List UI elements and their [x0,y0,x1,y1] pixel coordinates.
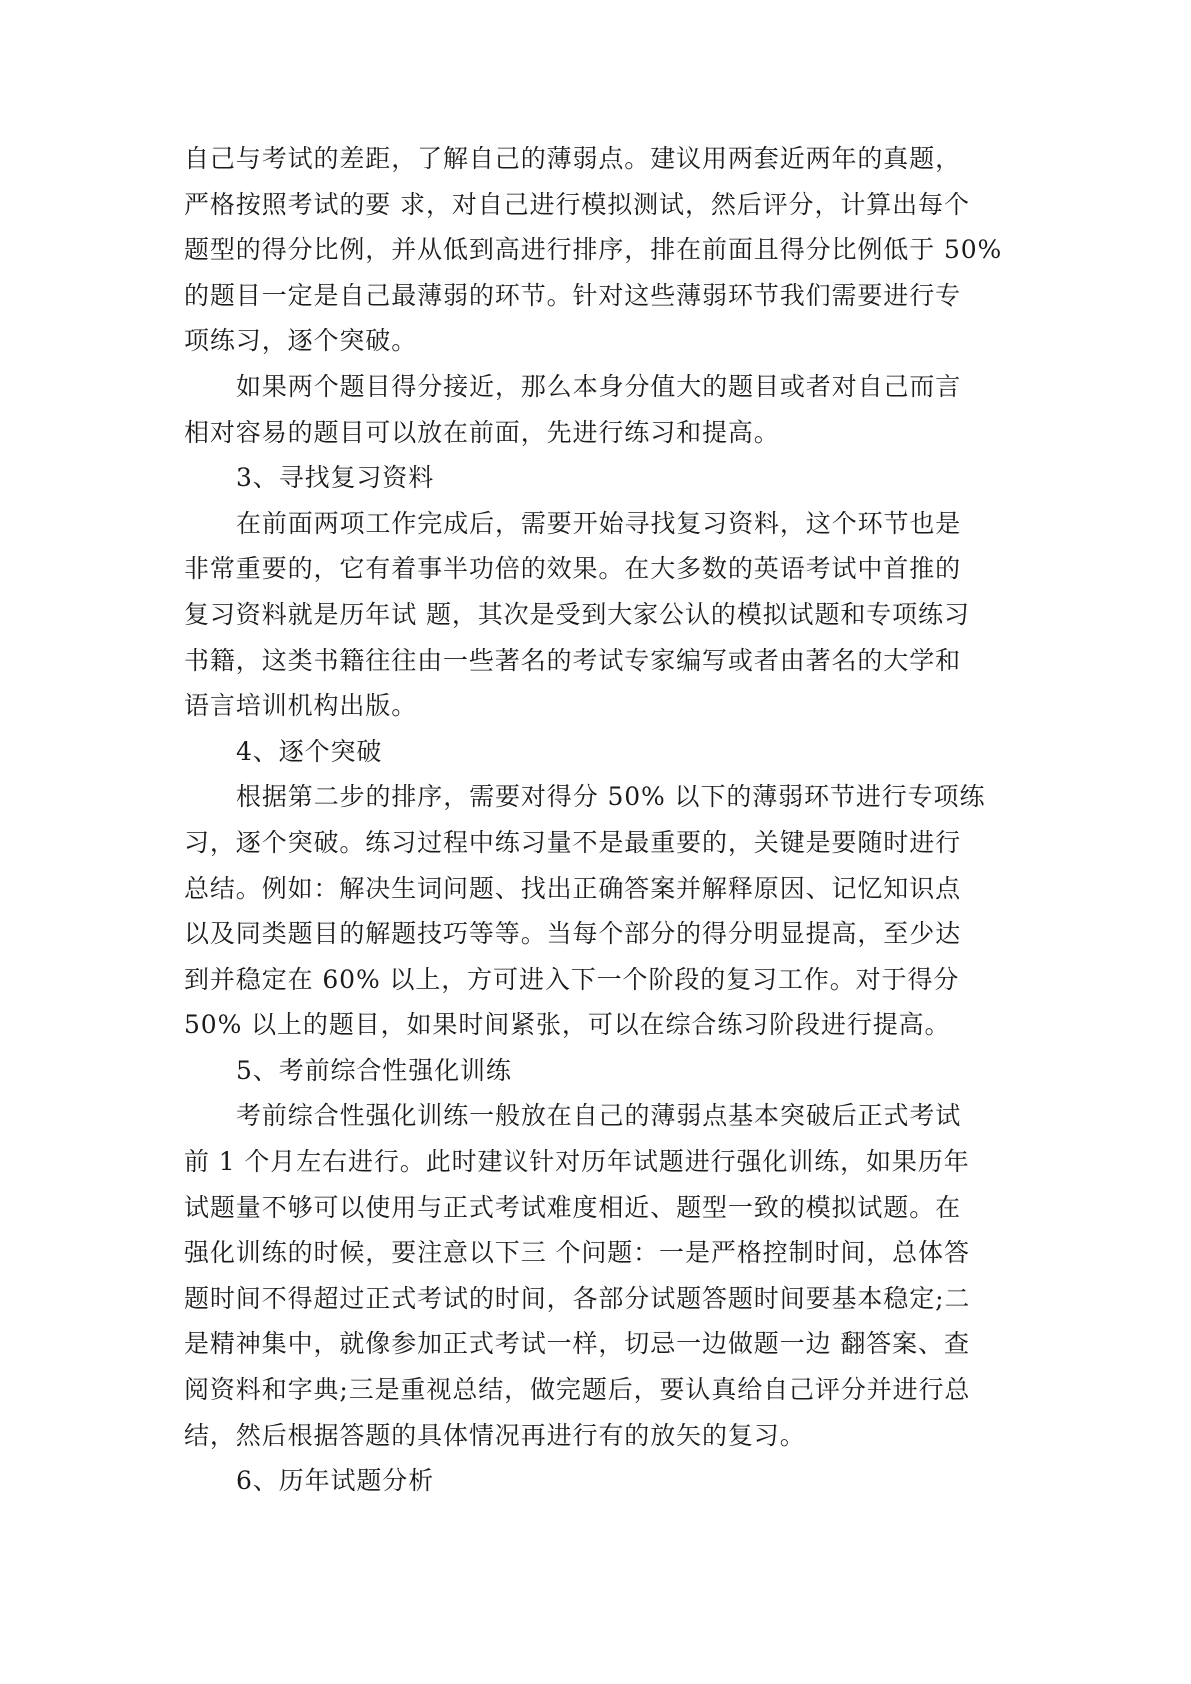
text-line: 强化训练的时候，要注意以下三 个问题：一是严格控制时间，总体答 [184,1238,970,1268]
section-heading: 3、寻找复习资料 [236,463,435,493]
text-line: 自己与考试的差距，了解自己的薄弱点。建议用两套近两年的真题， [184,144,962,173]
document-body [184,136,1024,1504]
text-line: 复习资料就是历年试 题，其次是受到大家公认的模拟试题和专项练习 [184,599,970,629]
text-line: 的题目一定是自己最薄弱的环节。针对这些薄弱环节我们需要进行专 [184,280,962,310]
paragraph-first-line: 如果两个题目得分接近，那么本身分值大的题目或者对自己而言 [236,371,962,401]
text-line: 是精神集中，就像参加正式考试一样，切忌一边做题一边 翻答案、查 [184,1329,970,1359]
text-line: 结，然后根据答题的具体情况再进行有的放矢的复习。 [184,1420,806,1450]
text-line: 非常重要的，它有着事半功倍的效果。在大多数的英语考试中首推的 [184,554,962,584]
text-line: 相对容易的题目可以放在前面，先进行练习和提高。 [184,417,780,447]
paragraph-first-line: 考前综合性强化训练一般放在自己的薄弱点基本突破后正式考试 [236,1101,962,1131]
section-heading: 6、历年试题分析 [236,1466,435,1496]
text-line: 到并稳定在 60% 以上，方可进入下一个阶段的复习工作。对于得分 [184,964,960,994]
text-line: 语言培训机构出版。 [184,691,418,721]
section-heading: 4、逐个突破 [236,736,383,766]
text-line: 总结。例如：解决生词问题、找出正确答案并解释原因、记忆知识点 [184,873,962,903]
paragraph-first-line: 在前面两项工作完成后，需要开始寻找复习资料，这个环节也是 [236,508,962,538]
paragraph-first-line: 根据第二步的排序，需要对得分 50% 以下的薄弱环节进行专项练 [236,782,986,812]
text-line: 项练习，逐个突破。 [184,326,418,356]
text-line: 以及同类题目的解题技巧等等。当每个部分的得分明显提高，至少达 [184,919,962,949]
text-line: 50% 以上的题目，如果时间紧张，可以在综合练习阶段进行提高。 [184,1010,951,1040]
section-heading: 5、考前综合性强化训练 [236,1055,512,1085]
text-line: 试题量不够可以使用与正式考试难度相近、题型一致的模拟试题。在 [184,1192,962,1222]
text-line: 书籍，这类书籍往往由一些著名的考试专家编写或者由著名的大学和 [184,645,962,675]
text-line: 阅资料和字典;三是重视总结，做完题后，要认真给自己评分并进行总 [184,1375,971,1405]
text-line: 习，逐个突破。练习过程中练习量不是最重要的，关键是要随时进行 [184,827,962,857]
text-line: 严格按照考试的要 求，对自己进行模拟测试，然后评分，计算出每个 [184,189,970,219]
text-line: 题型的得分比例，并从低到高进行排序，排在前面且得分比例低于 50% [184,235,1003,265]
text-line: 前 1 个月左右进行。此时建议针对历年试题进行强化训练，如果历年 [184,1147,970,1177]
text-line: 题时间不得超过正式考试的时间，各部分试题答题时间要基本稳定;二 [184,1283,971,1313]
